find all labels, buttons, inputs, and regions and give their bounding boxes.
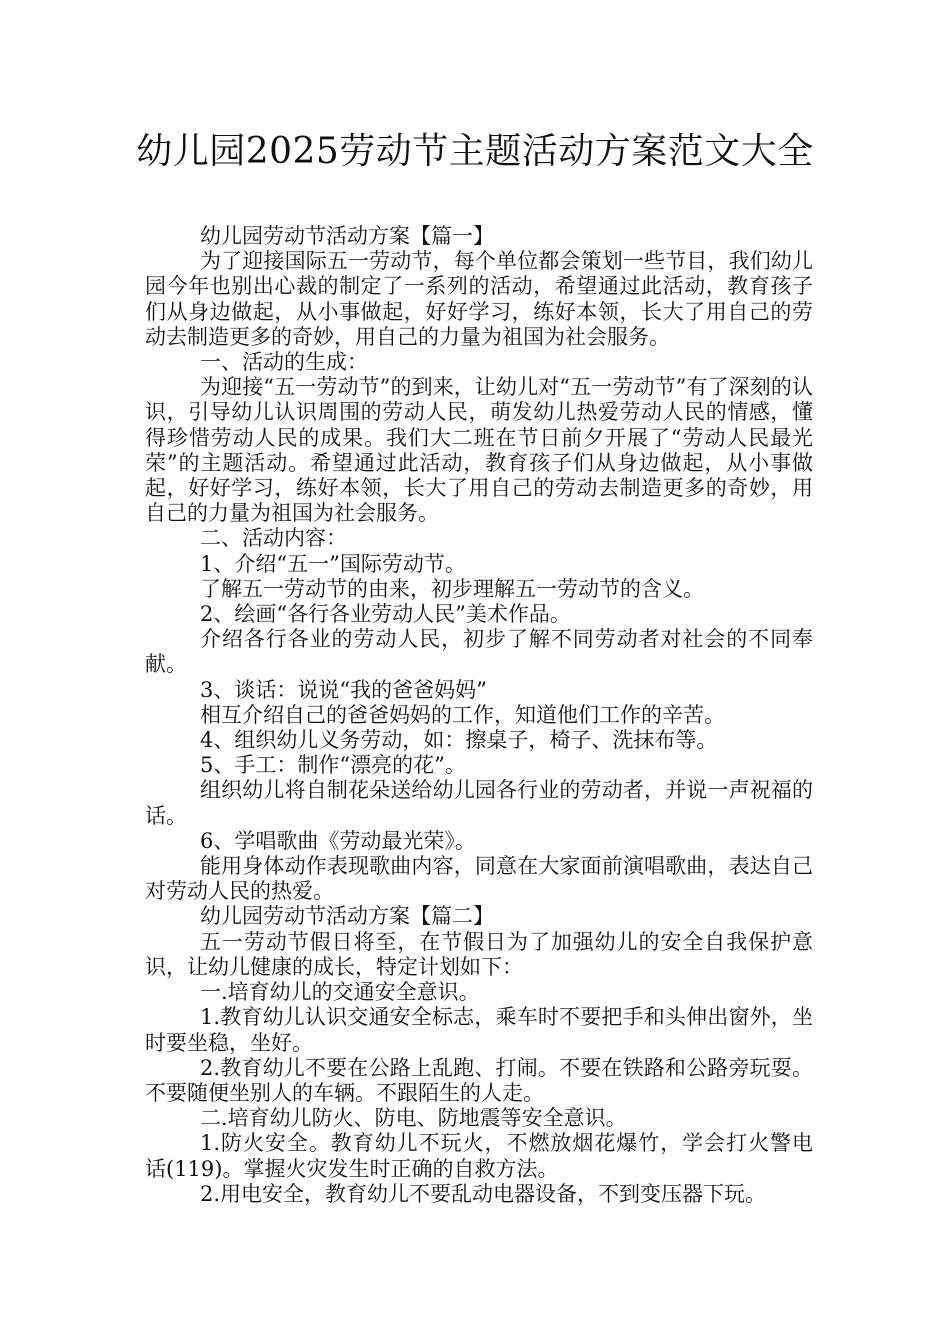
activity-item-4: 4、组织幼儿义务劳动，如：擦桌子，椅子、洗抹布等。 [200,728,718,753]
activity-item-2: 2、绘画“各行各业劳动人民”美术作品。 [200,602,571,627]
electric-safety-item: 2.用电安全，教育幼儿不要乱动电器设备，不到变压器下玩。 [200,1181,767,1206]
activity-item-5-detail: 组织幼儿将自制花朵送给幼儿园各行业的劳动者，并说一声祝福的话。 [145,778,813,828]
heading-traffic-safety: 一.培育幼儿的交通安全意识。 [200,980,480,1005]
document-title: 幼儿园2025劳动节主题活动方案范文大全 [136,131,814,172]
activity-item-3-detail: 相互介绍自己的爸爸妈妈的工作，知道他们工作的辛苦。 [200,702,725,727]
heading-activity-content: 二、活动内容： [200,526,347,551]
activity-item-6-detail: 能用身体动作表现歌曲内容，同意在大家面前演唱歌曲，表达自己对劳动人民的热爱。 [145,854,813,904]
heading-fire-electric-safety: 二.培育幼儿防火、防电、防地震等安全意识。 [200,1106,627,1131]
fire-safety-item: 1.防火安全。教育幼儿不玩火，不燃放烟花爆竹，学会打火警电 话(119)。掌握火灾发生时正确的自救方法。 [145,1131,813,1181]
heading-activity-origin: 一、活动的生成： [200,350,368,375]
activity-origin-paragraph: 为迎接“五一劳动节”的到来，让幼儿对“五一劳动节”有了深刻的认识，引导幼儿认识周围的劳动人民，萌发幼儿热爱劳动人民的情感，懂得珍惜劳动人民的成果。我们大二班在节日前夕开展了“劳动人民最光荣”的主题活动。希望通过此活动，教育孩子们从身边做起，从小事做起，好好学习，练好本领，长大了用自己的劳动去制造更多的奇妙，用自己的力量为祖国为社会服务。 [145,375,813,526]
intro-paragraph: 为了迎接国际五一劳动节，每个单位都会策划一些节目，我们幼儿园今年也别出心裁的制定了一系列的活动，希望通过此活动，教育孩子们从身边做起，从小事做起，好好学习，练好本领，长大了用自己的劳动去制造更多的奇妙，用自己的力量为祖国为社会服务。 [145,249,813,349]
activity-item-1: 1、介绍“五一”国际劳动节。 [200,551,466,576]
part-two-intro-paragraph: 五一劳动节假日将至，在节假日为了加强幼儿的安全自我保护意识，让幼儿健康的成长，特定计划如下： [145,929,813,979]
traffic-safety-item-1: 1.教育幼儿认识交通安全标志，乘车时不要把手和头伸出窗外，坐时要坐稳，坐好。 [145,1005,813,1055]
section-heading-part-two: 幼儿园劳动节活动方案【篇二】 [200,904,494,929]
section-heading-part-one: 幼儿园劳动节活动方案【篇一】 [200,224,494,248]
document-body [145,224,813,1207]
activity-item-3: 3、谈话：说说“我的爸爸妈妈” [200,677,487,702]
traffic-safety-item-2: 2.教育幼儿不要在公路上乱跑、打闹。不要在铁路和公路旁玩耍。不要随便坐别人的车辆。不跟陌生的人走。 [145,1055,813,1105]
activity-item-2-detail: 介绍各行各业的劳动人民，初步了解不同劳动者对社会的不同奉献。 [145,627,813,677]
activity-item-5: 5、手工：制作“漂亮的花”。 [200,753,466,778]
activity-item-6: 6、学唱歌曲《劳动最光荣》。 [200,828,476,853]
activity-item-1-detail: 了解五一劳动节的由来，初步理解五一劳动节的含义。 [200,576,704,601]
